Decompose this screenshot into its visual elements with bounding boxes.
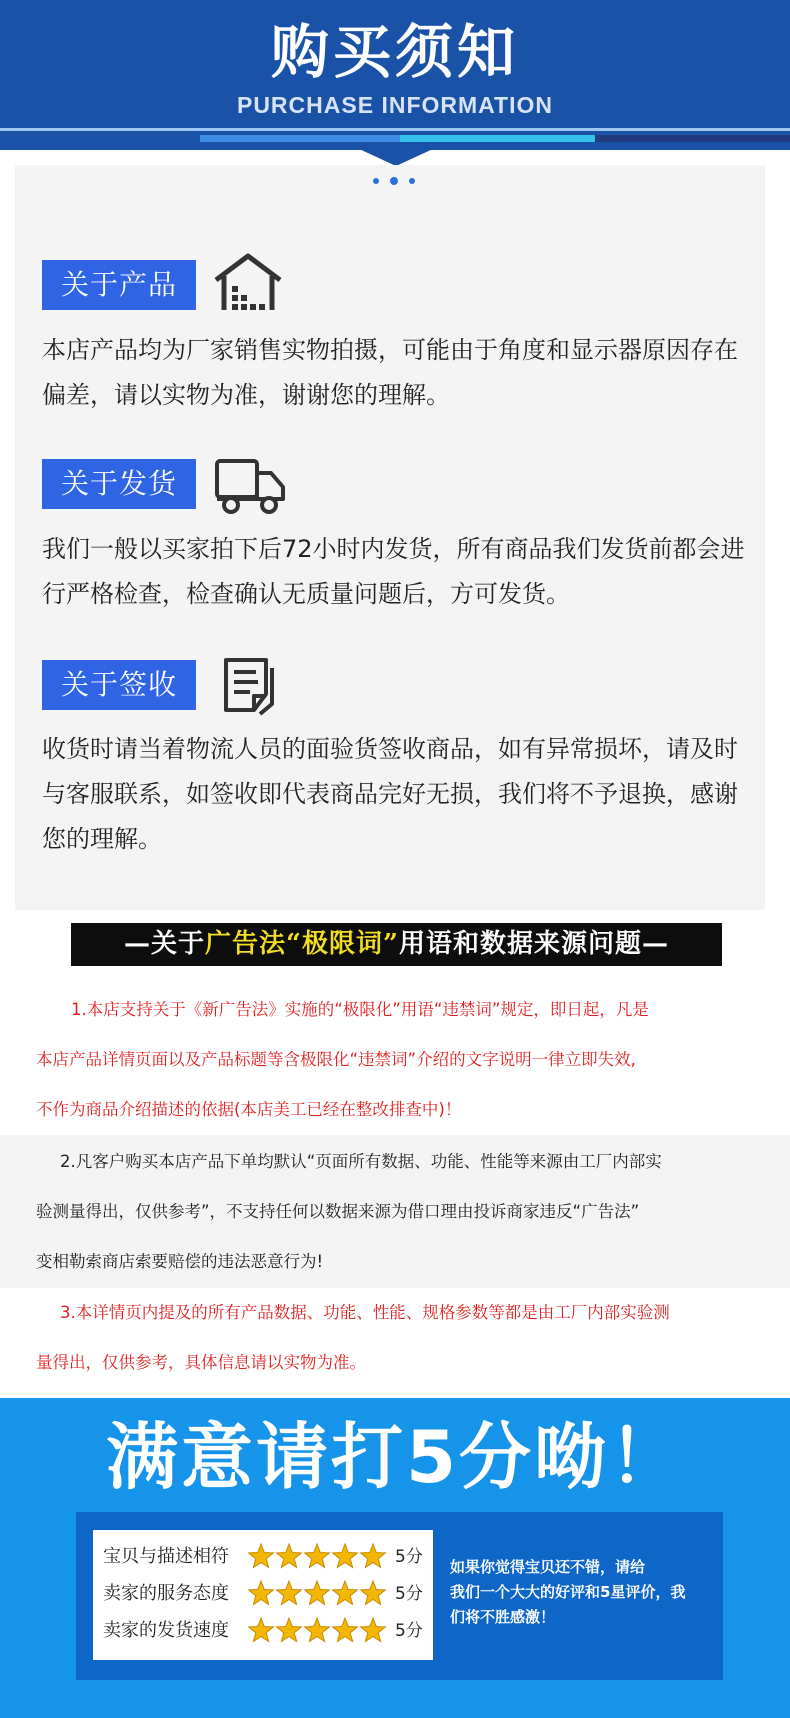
header-band-segment [200,135,400,142]
rating-note-line: 我们一个大大的好评和5星评价，我 [450,1583,686,1601]
star-icon [249,1544,274,1568]
rating-note-line: 如果你觉得宝贝还不错，请给 [450,1558,646,1576]
law-item-2-line-2: 验测量得出，仅供参考”，不支持任何以数据来源为借口理由投诉商家违反“广告法” [36,1202,640,1221]
star-icon [361,1618,386,1642]
decorative-dots [370,175,420,187]
law-item-1-line-2: 本店产品详情页面以及产品标题等含极限化“违禁词”介绍的文字说明一律立即失效, [36,1050,636,1069]
rating-row-label: 卖家的发货速度 [103,1620,229,1641]
rating-row [103,1614,423,1648]
page-subtitle: PURCHASE INFORMATION [236,92,553,118]
star-icon [305,1618,330,1642]
section-label-shipping: 关于发货 [42,459,196,509]
star-icon [305,1581,330,1605]
law-item-2-line-1: 2.凡客户购买本店产品下单均默认“页面所有数据、功能、性能等来源由工厂内部实 [60,1152,662,1171]
star-icon [277,1544,302,1568]
star-icon [333,1581,358,1605]
law-item-block [0,1288,790,1398]
rating-title: 满意请打5分呦！ [105,1415,685,1499]
header-pointer [344,142,448,166]
star-rating-icons [247,1616,387,1646]
star-icon [249,1618,274,1642]
rating-score: 5分 [395,1547,423,1567]
section-text-product: 本店产品均为厂家销售实物拍摄，可能由于角度和显示器原因存在偏差，请以实物为准，谢谢您的理解。 [42,336,738,409]
star-icon [361,1581,386,1605]
law-title-highlight: 广告法“极限词” [205,929,399,959]
rating-row [103,1540,423,1574]
star-icon [333,1544,358,1568]
law-item-3-line-2: 量得出，仅供参考，具体信息请以实物为准。 [36,1353,366,1372]
star-icon [305,1544,330,1568]
section-text-receipt: 收货时请当着物流人员的面验货签收商品，如有异常损坏，请及时与客服联系，如签收即代表商品完好无损，我们将不予退换，感谢您的理解。 [42,735,738,853]
rating-stars [247,1616,387,1650]
truck-icon [213,455,287,517]
page-title: 购买须知 [270,18,519,86]
law-item-block [0,1135,790,1288]
header-band-segment [400,135,595,142]
star-icon [333,1618,358,1642]
section-text-shipping: 我们一般以买家拍下后72小时内发货，所有商品我们发货前都会进行严格检查，检查确认无质量问题后，方可发货。 [42,535,745,608]
rating-row-label: 宝贝与描述相符 [103,1546,229,1567]
law-title [71,923,722,966]
rating-stars [247,1579,387,1613]
house-icon [210,250,286,314]
rating-score: 5分 [395,1584,423,1604]
section-label-receipt: 关于签收 [42,660,196,710]
law-title-suffix: 用语和数据来源问题— [398,929,669,959]
document-icon [220,654,282,716]
law-item-block [0,985,790,1135]
law-item-1-line-3: 不作为商品介绍描述的依据(本店美工已经在整改排查中)！ [36,1100,462,1119]
star-icon [277,1618,302,1642]
star-rating-icons [247,1542,387,1572]
rating-score: 5分 [395,1621,423,1641]
star-rating-icons [247,1579,387,1609]
law-title-prefix: —关于 [124,929,206,959]
header-divider [0,128,790,131]
star-icon [277,1581,302,1605]
rating-row-label: 卖家的服务态度 [103,1583,229,1604]
rating-note [450,1555,700,1630]
law-item-3-line-1: 3.本详情页内提及的所有产品数据、功能、性能、规格参数等都是由工厂内部实验测 [60,1303,670,1322]
header-band-segment [595,135,790,142]
law-item-2-line-3: 变相勒索商店索要赔偿的违法恶意行为! [36,1252,324,1271]
section-label-product: 关于产品 [42,260,196,310]
rating-stars [247,1542,387,1576]
rating-card [93,1530,433,1660]
rating-note-line: 们将不胜感激！ [450,1608,556,1626]
star-icon [249,1581,274,1605]
star-icon [361,1544,386,1568]
rating-row [103,1577,423,1611]
law-item-1-line-1: 1.本店支持关于《新广告法》实施的“极限化”用语“违禁词”规定，即日起，凡是 [71,1000,649,1019]
